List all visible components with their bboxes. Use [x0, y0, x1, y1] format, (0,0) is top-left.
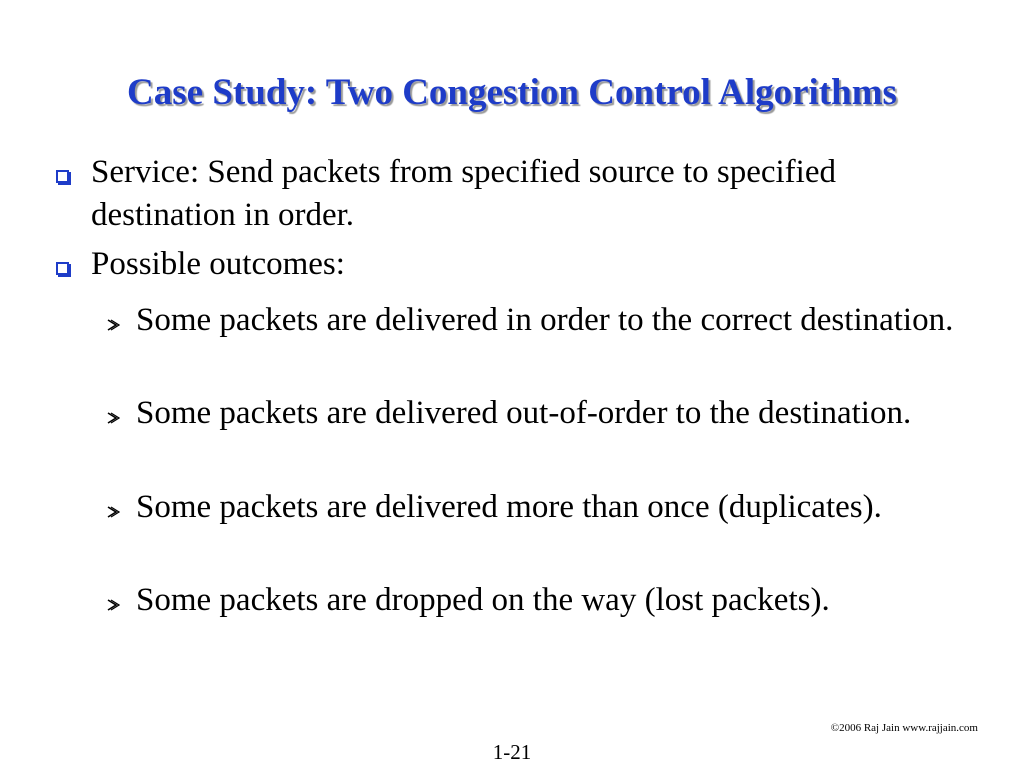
arrowhead-icon — [106, 505, 120, 519]
sub-bullet-item: Some packets are delivered out-of-order to the destination. — [136, 395, 912, 431]
hollow-square-icon — [56, 262, 69, 275]
hollow-square-icon — [56, 170, 69, 183]
sub-bullet-item: Some packets are delivered more than once (duplicates). — [136, 489, 882, 525]
slide-title: Case Study: Two Congestion Control Algorithms — [127, 72, 897, 113]
bullet-item: Service: Send packets from specified source to specified destination in order. — [91, 154, 836, 233]
sub-bullet-item: Some packets are delivered in order to the correct destination. — [136, 302, 954, 338]
copyright-notice: ©2006 Raj Jain www.rajjain.com — [830, 722, 978, 734]
bullet-item: Possible outcomes: — [91, 246, 345, 282]
sub-bullet-item: Some packets are dropped on the way (lost packets). — [136, 582, 830, 618]
arrowhead-icon — [106, 411, 120, 425]
arrowhead-icon — [106, 318, 120, 332]
arrowhead-icon — [106, 598, 120, 612]
page-number: 1-21 — [492, 740, 532, 764]
